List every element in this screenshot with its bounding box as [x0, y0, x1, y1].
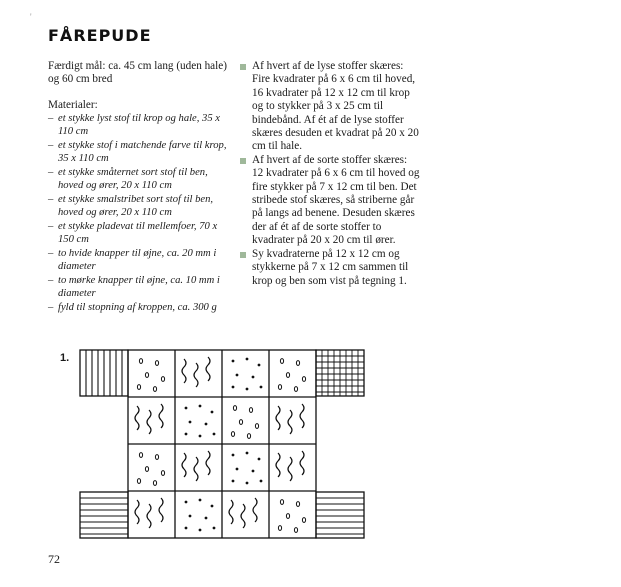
materials-item: – et stykke stof i matchende farve til krop, 35 x 110 cm — [48, 140, 227, 165]
striped-leg-bottom-left — [80, 492, 128, 538]
assembly-diagram — [72, 346, 372, 542]
instruction-step: Sy kvadraterne på 12 x 12 cm og stykkerne på 7 x 12 cm sammen til krop og ben som vist på tegning 1. — [240, 248, 420, 288]
materials-item: – et stykke lyst stof til krop og hale, 35 x 110 cm — [48, 113, 221, 138]
figure-label: 1. — [60, 352, 70, 364]
striped-leg-bottom-right — [316, 492, 364, 538]
instruction-steps — [240, 60, 420, 288]
instruction-step: Af hvert af de lyse stoffer skæres: Fire kvadrater på 6 x 6 cm til hoved, 16 kvadrater på 12 x 12 cm til krop og to stykker på 3 x 25 cm til bindebånd. Af ét af de lyse stoffer skæres desuden et kvadrat på 20 x 20 cm til hale. — [240, 60, 420, 154]
fabric-patterns — [135, 357, 306, 532]
page-title: FÅREPUDE — [48, 26, 152, 45]
materials-item: – et stykke småternet sort stof til ben, hoved og ører, 20 x 110 cm — [48, 167, 208, 192]
materials-item: – fyld til stopning af kroppen, ca. 300 g — [48, 302, 217, 314]
materials-item: – et stykke pladevat til mellemfoer, 70 x 150 cm — [48, 221, 218, 246]
corner-mark: ' — [30, 12, 32, 22]
bullet-square-icon — [240, 64, 246, 70]
intro-text: Færdigt mål: ca. 45 cm lang (uden hale) og 60 cm bred — [48, 60, 227, 86]
materials-heading: Materialer: — [48, 98, 98, 111]
page-number: 72 — [48, 552, 60, 566]
left-column — [48, 60, 228, 315]
right-column — [240, 60, 420, 288]
bullet-square-icon — [240, 158, 246, 164]
instruction-step: Af hvert af de sorte stoffer skæres: 12 kvadrater på 6 x 6 cm til hoved og fire stykker på 7 x 12 cm til ben. Det stribede stof skæres, så striberne går på langs ad benene. Desuden skæres der af ét af de sorte stoffer to kvadrater på 20 x 20 cm til ører. — [240, 154, 420, 248]
materials-item: – et stykke smalstribet sort stof til ben, hoved og ører, 20 x 110 cm — [48, 194, 214, 219]
materials-list — [48, 112, 228, 314]
bullet-square-icon — [240, 252, 246, 258]
materials-item: – to hvide knapper til øjne, ca. 20 mm i diameter — [48, 248, 217, 273]
materials-item: – to mørke knapper til øjne, ca. 10 mm i diameter — [48, 275, 220, 300]
